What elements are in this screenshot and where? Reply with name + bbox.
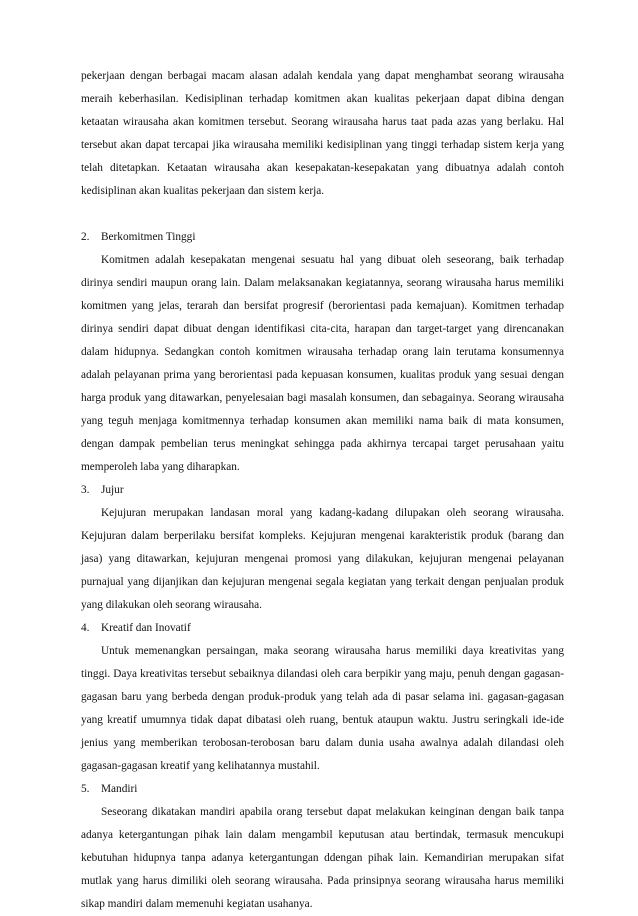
section-title: Kreatif dan Inovatif xyxy=(101,622,191,634)
section-body-5: Seseorang dikatakan mandiri apabila orang tersebut dapat melakukan keinginan dengan baik tanpa adanya ketergantungan pihak lain dalam mengambil keputusan atau bertindak, termasuk mencukupi kebutuhan hidupnya tanpa adanya ketergantungan ddengan pihak lain. Kemandirian merupakan sifat mutlak yang harus dimiliki oleh seorang wirausaha. Pada prinsipnya seorang wirausaha harus memiliki sikap mandiri dalam memenuhi kegiatan usahanya. xyxy=(81,806,564,910)
section-body-3: Kejujuran merupakan landasan moral yang kadang-kadang dilupakan oleh seorang wirausaha. Kejujuran dalam berperilaku bersifat kompleks. Kejujuran mengenai karakteristik produk (barang dan jasa) yang ditawarkan, kejujuran mengenai promosi yang dilakukan, kejujuran mengenai pelayanan purnajual yang dijanjikan dan kejujuran mengenai segala kegiatan yang terkait dengan penjualan produk yang dilakukan oleh seorang wirausaha. xyxy=(81,507,564,611)
section-title: Mandiri xyxy=(101,783,138,795)
section-number: 3. xyxy=(81,484,90,496)
section-body-4: Untuk memenangkan persaingan, maka seorang wirausaha harus memiliki daya kreativitas yang tinggi. Daya kreativitas tersebut sebaiknya dilandasi oleh cara berpikir yang maju, penuh dengan gagasan-gagasan baru yang berbeda dengan produk-produk yang telah ada di pasar selama ini. gagasan-gagasan yang kreatif umumnya tidak dapat dibatasi oleh ruang, bentuk ataupun waktu. Justru seringkali ide-ide jenius yang memberikan terobosan-terobosan baru dalam dunia usaha awalnya adalah dilandasi oleh gagasan-gagasan kreatif yang kelihatannya mustahil. xyxy=(81,645,564,772)
section-number: 4. xyxy=(81,622,90,634)
intro-paragraph: pekerjaan dengan berbagai macam alasan adalah kendala yang dapat menghambat seorang wirausaha meraih keberhasilan. Kedisiplinan terhadap komitmen akan kualitas pekerjaan dapat dibina dengan ketaatan wirausaha akan komitmen tersebut. Seorang wirausaha harus taat pada azas yang berlaku. Hal tersebut akan dapat tercapai jika wirausaha memiliki kedisiplinan yang tinggi terhadap sistem kerja yang telah ditetapkan. Ketaatan wirausaha akan kesepakatan-kesepakatan yang dibuatnya adalah contoh kedisiplinan akan kualitas pekerjaan dan sistem kerja. xyxy=(81,70,564,197)
section-heading-3 xyxy=(81,479,564,502)
section-number: 2. xyxy=(81,231,90,243)
paragraph-gap xyxy=(81,203,564,226)
section-heading-5 xyxy=(81,778,564,801)
section-heading-4 xyxy=(81,617,564,640)
section-number: 5. xyxy=(81,783,90,795)
section-title: Jujur xyxy=(101,484,124,496)
section-heading-2 xyxy=(81,226,564,249)
section-body-2: Komitmen adalah kesepakatan mengenai sesuatu hal yang dibuat oleh seseorang, baik terhadap dirinya sendiri maupun orang lain. Dalam melaksanakan kegiatannya, seorang wirausaha harus memiliki komitmen yang jelas, terarah dan bersifat progresif (berorientasi pada kemajuan). Komitmen terhadap dirinya sendiri dapat dibuat dengan identifikasi cita-cita, harapan dan target-target yang direncanakan dalam hidupnya. Sedangkan contoh komitmen wirausaha terhadap orang lain terutama konsumennya adalah pelayanan prima yang berorientasi pada kepuasan konsumen, kualitas produk yang sesuai dengan harga produk yang ditawarkan, penyelesaian bagi masalah konsumen, dan sebagainya. Seorang wirausaha yang teguh menjaga komitmennya terhadap konsumen akan memiliki nama baik di mata konsumen, dengan dampak pembelian terus meningkat sehingga pada akhirnya tercapai target perusahaan yaitu memperoleh laba yang diharapkan. xyxy=(81,254,564,473)
section-title: Berkomitmen Tinggi xyxy=(101,231,196,243)
